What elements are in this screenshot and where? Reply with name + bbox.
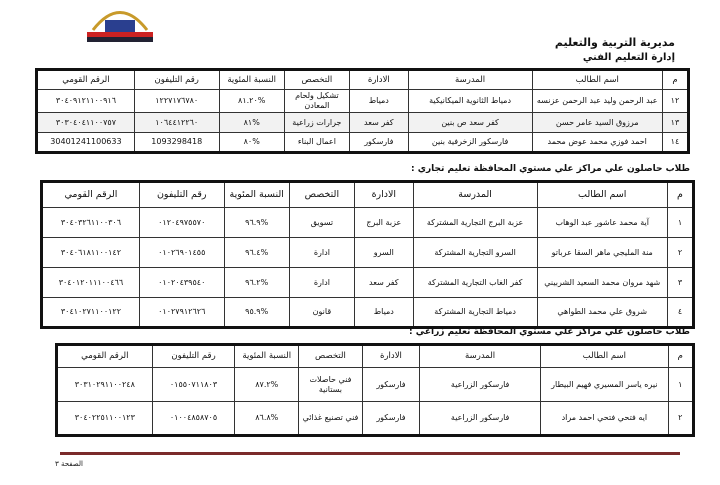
table-row	[57, 402, 694, 436]
table-cell: ٣٠٤٠٦١٨١١٠٠١٤٢	[42, 238, 140, 268]
table-cell: ١٢٢٧١٧٦٧٨٠	[134, 90, 219, 113]
column-header: الادارة	[362, 345, 419, 368]
column-header: م	[668, 345, 693, 368]
table-cell: فني تصنيع غذائي	[299, 402, 363, 436]
table-cell: ايه فتحي فتحي احمد مراد	[541, 402, 668, 436]
column-header: رقم التليفون	[139, 182, 224, 208]
column-header: الادارة	[354, 182, 413, 208]
table-cell: فارسكور	[362, 402, 419, 436]
table-cell: عزبة البرج	[354, 208, 413, 238]
table-cell: ادارة	[289, 238, 354, 268]
table-cell: ١٢	[662, 90, 688, 113]
column-header: النسبة المئوية	[235, 345, 299, 368]
table-cell: شهد مروان محمد السعيد الشربيني	[537, 268, 667, 298]
column-header: النسبة المئوية	[224, 182, 289, 208]
commercial-section-title: طلاب حاصلون علي مراكز علي مستوي المحافظة تعليم تجاري :	[411, 164, 690, 174]
column-header: المدرسة	[420, 345, 541, 368]
table-row	[42, 298, 694, 328]
table-cell: ٣٠٤٠١٢٠١١١٠٠٤٦٦	[42, 268, 140, 298]
header-row	[42, 182, 694, 208]
agricultural-students-table	[55, 343, 695, 437]
table-cell: 30401241100633	[37, 133, 135, 153]
column-header: اسم الطالب	[541, 345, 668, 368]
column-header: م	[662, 70, 688, 90]
table-cell: احمد فوزي محمد عوض محمد	[532, 133, 662, 153]
table-cell: ٣٠٤٠٢٢٥١١٠٠١٢٣	[57, 402, 153, 436]
table-cell: ١٣	[662, 113, 688, 133]
table-cell: ٠١٠٠٤٨٥٨٧٠٥	[152, 402, 235, 436]
table-cell: كفر الغاب التجارية المشتركة	[413, 268, 537, 298]
table-cell: السرو التجارية المشتركة	[413, 238, 537, 268]
column-header: الرقم القومي	[37, 70, 135, 90]
table-cell: قانون	[289, 298, 354, 328]
table-cell: ١٠٦٤٤١٢٢٦٠	[134, 113, 219, 133]
table-row	[42, 208, 694, 238]
commercial-students-table	[40, 180, 695, 329]
table-cell: كفر سعد	[349, 113, 408, 133]
table-cell: اعمال البناء	[284, 133, 349, 153]
table-cell: ٣٠٣١٠٢٩١١٠٠٢٤٨	[57, 368, 153, 402]
table-cell: فارسكور	[362, 368, 419, 402]
table-cell: ٠١٠٢٦٩٠١٤٥٥	[139, 238, 224, 268]
column-header: النسبة المئوية	[219, 70, 284, 90]
table-cell: ١	[667, 208, 693, 238]
table-cell: شروق علي محمد الطواهي	[537, 298, 667, 328]
table-cell: آية محمد عاشور عبد الوهاب	[537, 208, 667, 238]
table-cell: ١٤	[662, 133, 688, 153]
table-cell: %٩٦.٤	[224, 238, 289, 268]
column-header: م	[667, 182, 693, 208]
table-cell: %٩٦.٢	[224, 268, 289, 298]
table-cell: %٨٦.٨	[235, 402, 299, 436]
table-cell: عبد الرحمن وليد عبد الرحمن عزنسه	[532, 90, 662, 113]
table-cell: ٣٠٤١٠٢٧١١٠٠١٢٢	[42, 298, 140, 328]
column-header: الرقم القومي	[57, 345, 153, 368]
table-cell: ٠١٥٥٠٧١١٨٠٣	[152, 368, 235, 402]
table-cell: %٩٦.٩	[224, 208, 289, 238]
table-cell: ٠١٠٢٠٤٣٩٥٤٠	[139, 268, 224, 298]
table-cell: فني حاصلات بستانية	[299, 368, 363, 402]
table-cell: ١	[668, 368, 693, 402]
table-cell: فارسكور الزخرفية بنين	[408, 133, 532, 153]
table-row	[37, 90, 689, 113]
table-cell: %٨٧.٢	[235, 368, 299, 402]
table-row	[57, 368, 694, 402]
table-cell: السرو	[354, 238, 413, 268]
table-cell: فارسكور الزراعية	[420, 368, 541, 402]
column-header: رقم التليفون	[152, 345, 235, 368]
table-cell: %٨٠	[219, 133, 284, 153]
column-header: الرقم القومي	[42, 182, 140, 208]
table-cell: فارسكور	[349, 133, 408, 153]
table-cell: تشكيل ولحام المعادن	[284, 90, 349, 113]
directorate-title: مديرية التربية والتعليم	[554, 36, 675, 49]
table-cell: ٠١٢٠٤٩٧٥٥٧٠	[139, 208, 224, 238]
table-cell: ٢	[668, 402, 693, 436]
table-cell: ٠١٠٢٧٩١٢٦٢٦	[139, 298, 224, 328]
column-header: رقم التليفون	[134, 70, 219, 90]
footer-rule	[60, 452, 680, 455]
page-number: الصفحة ٣	[55, 460, 83, 468]
table-cell: عزبة البرج التجارية المشتركة	[413, 208, 537, 238]
table-cell: نيره ياسر المسيري فهيم البيطار	[541, 368, 668, 402]
column-header: اسم الطالب	[537, 182, 667, 208]
table-cell: دمياط الثانوية الميكانيكية	[408, 90, 532, 113]
table-row	[37, 113, 689, 133]
table-cell: ٣	[667, 268, 693, 298]
table-cell: %٨١	[219, 113, 284, 133]
table-cell: دمياط	[354, 298, 413, 328]
table-cell: منة المليجي ماهر السقا عرباتو	[537, 238, 667, 268]
header-row	[37, 70, 689, 90]
table-cell: كفر سعد ص بنين	[408, 113, 532, 133]
table-cell: %٩٥.٩	[224, 298, 289, 328]
table-cell: ٢	[667, 238, 693, 268]
table-cell: دمياط	[349, 90, 408, 113]
header-row	[57, 345, 694, 368]
table-cell: كفر سعد	[354, 268, 413, 298]
column-header: المدرسة	[408, 70, 532, 90]
table-row	[42, 238, 694, 268]
column-header: التخصص	[284, 70, 349, 90]
table-cell: ٣٠٤٠٩١٢١١٠٠٩١٦	[37, 90, 135, 113]
table-cell: %٨١.٢٠	[219, 90, 284, 113]
table-cell: جرارات زراعية	[284, 113, 349, 133]
table-row	[42, 268, 694, 298]
table-cell: دمياط التجارية المشتركة	[413, 298, 537, 328]
table-cell: ٤	[667, 298, 693, 328]
column-header: التخصص	[289, 182, 354, 208]
table-cell: مرزوق السيد عامر حسن	[532, 113, 662, 133]
agricultural-section-title: طلاب حاصلون علي مراكز علي مستوي المحافظة تعليم زراعي :	[409, 327, 690, 337]
department-subtitle: إدارة التعليم الفني	[582, 52, 675, 63]
table-cell: 1093298418	[134, 133, 219, 153]
table-row	[37, 133, 689, 153]
table-cell: فارسكور الزراعية	[420, 402, 541, 436]
table-cell: تسويق	[289, 208, 354, 238]
table-cell: ٣٠٤٠٣٢٦١١٠٠٣٠٦	[42, 208, 140, 238]
table-cell: ٣٠٣٠٤٠٤١١٠٠٧٥٧	[37, 113, 135, 133]
directorate-logo	[85, 0, 155, 46]
column-header: اسم الطالب	[532, 70, 662, 90]
column-header: التخصص	[299, 345, 363, 368]
column-header: المدرسة	[413, 182, 537, 208]
column-header: الادارة	[349, 70, 408, 90]
table-cell: ادارة	[289, 268, 354, 298]
technical-students-table	[35, 68, 690, 154]
